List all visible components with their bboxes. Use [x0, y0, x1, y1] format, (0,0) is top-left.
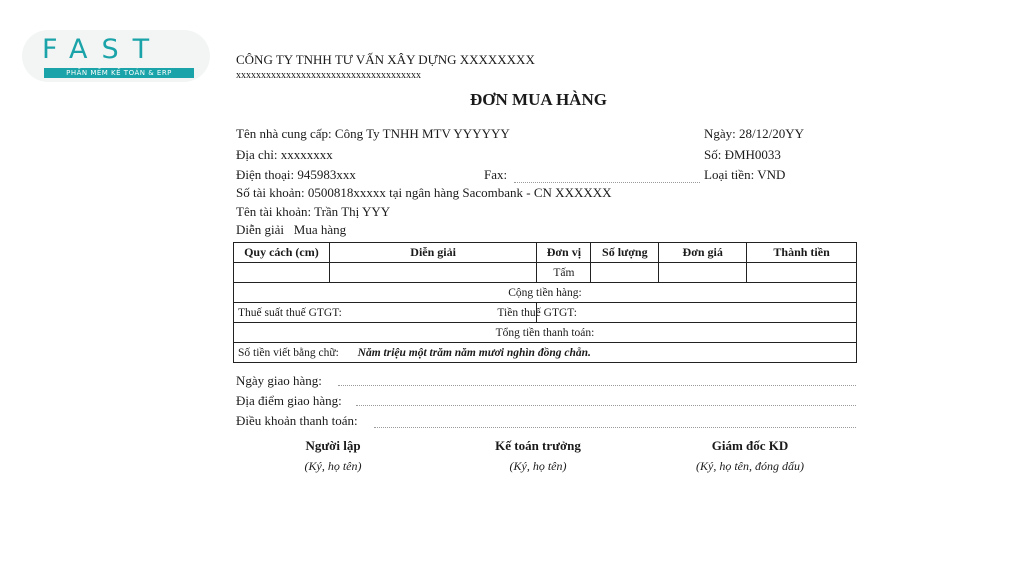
column-header: Diễn giải: [329, 243, 537, 263]
table-row: [234, 263, 857, 283]
order-description: Diễn giải Mua hàng: [236, 222, 347, 237]
vat-amount-text: Tiền thuế GTGT:: [497, 306, 577, 319]
table-header-row: [234, 243, 857, 263]
document-title: ĐƠN MUA HÀNG: [470, 90, 607, 109]
supplier-name: Tên nhà cung cấp: Công Ty TNHH MTV YYYYYY: [236, 126, 510, 141]
column-header: Quy cách (cm): [234, 243, 330, 263]
column-header: Thành tiền: [747, 243, 857, 263]
total-row: [234, 323, 857, 343]
signature-note: (Ký, họ tên, đóng dấu): [696, 459, 804, 473]
signature-note: (Ký, họ tên): [509, 459, 567, 473]
brand-logo: [22, 30, 210, 82]
vat-row: [234, 303, 857, 323]
payment-terms-label: Điều khoản thanh toán:: [236, 413, 358, 428]
order-number: Số: ĐMH0033: [704, 147, 781, 162]
table-cell: [659, 263, 747, 283]
unit-cell: Tấm: [537, 263, 591, 283]
amount-in-words: Năm triệu một trăm năm mươi nghìn đồng chẵn.: [357, 346, 591, 359]
signature-note: (Ký, họ tên): [304, 459, 362, 473]
table-cell: [329, 263, 537, 283]
signature-role: Người lập: [305, 438, 361, 453]
table-cell: [591, 263, 659, 283]
amount-in-words-row: [234, 343, 857, 363]
fax-line: [514, 182, 700, 183]
order-currency: Loại tiền: VND: [704, 167, 786, 182]
delivery-place-line: [356, 405, 856, 406]
logo-word: FAST: [42, 34, 164, 65]
table-cell: [234, 263, 330, 283]
delivery-date-label: Ngày giao hàng:: [236, 373, 322, 388]
order-date: Ngày: 28/12/20YY: [704, 126, 805, 141]
table-cell: [747, 263, 857, 283]
supplier-account-no: Số tài khoản: 0500818xxxxx tại ngân hàng Sacombank - CN XXXXXX: [236, 185, 612, 200]
total-label: Tổng tiền thanh toán:: [234, 323, 857, 343]
signature-role: Giám đốc KD: [711, 438, 789, 453]
column-header: Đơn vị: [537, 243, 591, 263]
subtotal-row: [234, 283, 857, 303]
company-name: CÔNG TY TNHH TƯ VẤN XÂY DỰNG XXXXXXXX: [236, 52, 535, 67]
logo-tagline-bar: [44, 68, 194, 78]
signature-block: [233, 438, 433, 474]
vat-amount-label: [497, 303, 857, 323]
company-line2: xxxxxxxxxxxxxxxxxxxxxxxxxxxxxxxxxxxxx: [236, 70, 421, 81]
amount-in-words-label: Số tiền viết bằng chữ:: [238, 346, 339, 359]
vat-rate-label: Thuế suất thuế GTGT:: [234, 303, 537, 323]
delivery-date-line: [338, 385, 856, 386]
signature-block: [650, 438, 850, 474]
column-header: Số lượng: [591, 243, 659, 263]
supplier-phone: Điện thoại: 945983xxx: [236, 167, 356, 182]
payment-terms-line: [374, 427, 856, 428]
amount-in-words-cell: [234, 343, 857, 363]
column-header: Đơn giá: [659, 243, 747, 263]
delivery-place-label: Địa điểm giao hàng:: [236, 393, 342, 408]
supplier-address: Địa chỉ: xxxxxxxx: [236, 147, 333, 162]
signature-role: Kế toán trưởng: [495, 438, 581, 453]
subtotal-label: Cộng tiền hàng:: [234, 283, 857, 303]
logo-tagline: PHẦN MỀM KẾ TOÁN & ERP: [66, 69, 172, 77]
signature-block: [438, 438, 638, 474]
supplier-account-name: Tên tài khoản: Trần Thị YYY: [236, 204, 391, 219]
order-items-table: [233, 242, 857, 363]
supplier-fax: Fax:: [484, 167, 508, 182]
